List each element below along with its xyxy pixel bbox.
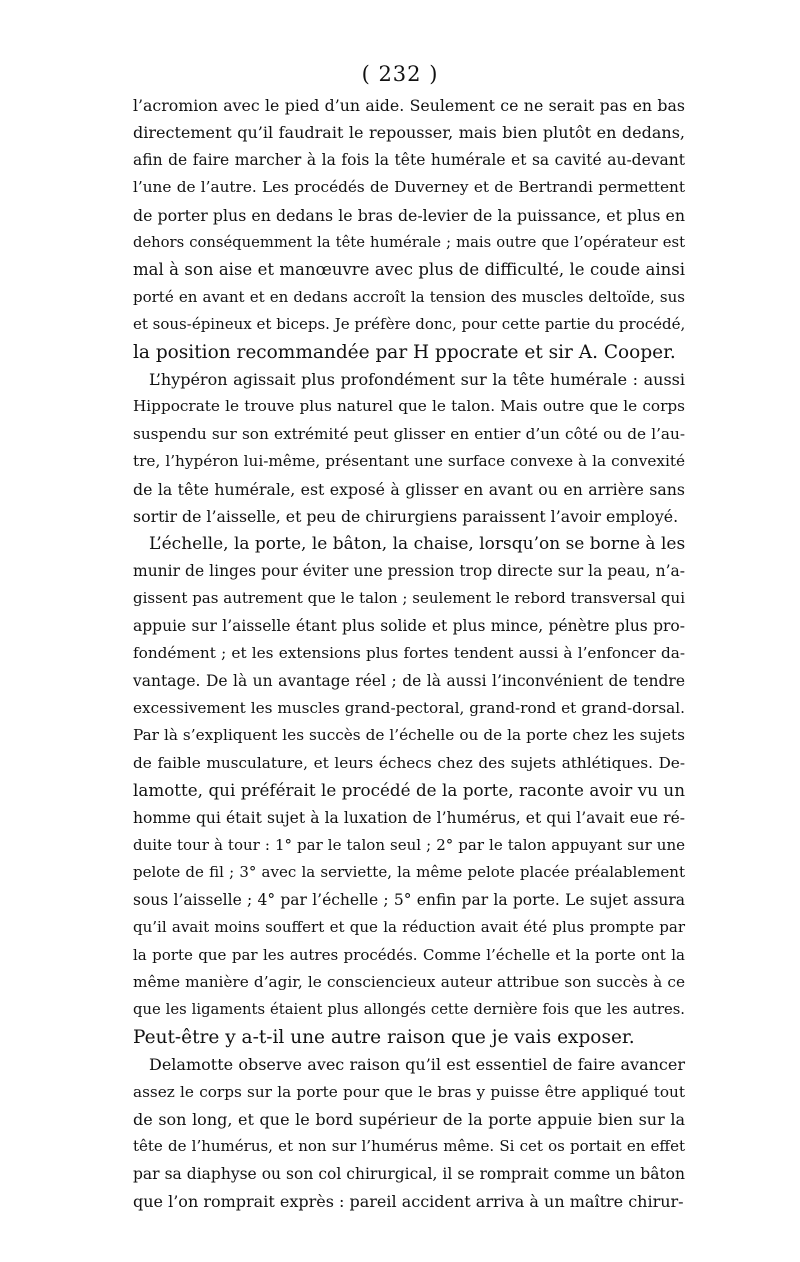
text-line: qu’il avait moins souffert et que la réduction avait été plus prompte par — [133, 918, 685, 937]
text-line: de son long, et que le bord supérieur de la porte appuie bien sur la — [133, 1110, 685, 1130]
text-line: Peut-être y a-t-il une autre raison que je vais exposer. — [133, 1026, 635, 1048]
text-line: que les ligaments étaient plus allongés cette dernière fois que les autres. — [133, 1001, 685, 1019]
text-line: homme qui était sujet à la luxation de l’humérus, et qui l’avait eue ré- — [133, 808, 685, 827]
text-line: de porter plus en dedans le bras de-levier de la puissance, et plus en — [133, 205, 685, 225]
text-line: vantage. De là un avantage réel ; de là aussi l’inconvénient de tendre — [133, 671, 685, 690]
paragraph — [133, 1051, 685, 1215]
text-line: l’une de l’autre. Les procédés de Duverney et de Bertrandi permettent — [133, 178, 685, 197]
text-line: gissent pas autrement que le talon ; seulement le rebord transversal qui — [133, 589, 685, 608]
text-line: tête de l’humérus, et non sur l’humérus même. Si cet os portait en effet — [133, 1137, 685, 1156]
text-line: fondément ; et les extensions plus fortes tendent aussi à l’enfoncer da- — [133, 644, 685, 663]
text-line: tre, l’hypéron lui-même, présentant une surface convexe à la convexité — [133, 452, 685, 471]
body-text — [133, 92, 685, 1216]
text-line: l’acromion avec le pied d’un aide. Seulement ce ne serait pas en bas — [133, 96, 685, 115]
text-line: de faible musculature, et leurs échecs chez des sujets athlétiques. De- — [133, 753, 685, 772]
text-line: par sa diaphyse ou son col chirurgical, il se romprait comme un bâton — [133, 1164, 685, 1183]
paragraph — [133, 531, 685, 1052]
text-line: même manière d’agir, le consciencieux auteur attribue son succès à ce — [133, 973, 685, 991]
text-line: lamotte, qui préférait le procédé de la porte, raconte avoir vu un — [133, 780, 685, 801]
paragraph — [133, 366, 685, 530]
text-line: Par là s’expliquent les succès de l’échelle ou de la porte chez les sujets — [133, 726, 685, 745]
text-line: que l’on romprait exprès : pareil accident arriva à un maître chirur- — [133, 1192, 684, 1212]
text-line: et sous-épineux et biceps. Je préfère donc, pour cette partie du procédé, — [133, 315, 686, 334]
text-line: L’échelle, la porte, le bâton, la chaise, lorsqu’on se borne à les — [149, 533, 686, 554]
text-line: de la tête humérale, est exposé à glisser en avant ou en arrière sans — [133, 479, 685, 499]
text-line: L’hypéron agissait plus profondément sur la tête humérale : aussi — [149, 370, 685, 390]
text-line: sous l’aisselle ; 4° par l’échelle ; 5° enfin par la porte. Le sujet assura — [133, 890, 685, 909]
text-line: directement qu’il faudrait le repousser, mais bien plutôt en dedans, — [133, 123, 685, 143]
text-line: porté en avant et en dedans accroît la tension des muscles deltoïde, sus — [133, 287, 685, 306]
page-number: ( 232 ) — [361, 62, 439, 86]
text-line: suspendu sur son extrémité peut glisser en entier d’un côté ou de l’au- — [133, 424, 685, 443]
text-line: duite tour à tour : 1° par le talon seul ; 2° par le talon appuyant sur une — [133, 835, 685, 854]
text-line: appuie sur l’aisselle étant plus solide et plus mince, pénètre plus pro- — [133, 616, 685, 635]
text-line: mal à son aise et manœuvre avec plus de difficulté, le coude ainsi — [133, 260, 685, 280]
text-line: la position recommandée par H ppocrate et sir A. Cooper. — [133, 341, 676, 363]
text-line: Delamotte observe avec raison qu’il est essentiel de faire avancer — [149, 1055, 685, 1075]
text-line: Hippocrate le trouve plus naturel que le talon. Mais outre que le corps — [133, 397, 685, 416]
text-line: afin de faire marcher à la fois la tête humérale et sa cavité au-devant — [133, 150, 685, 169]
text-line: munir de linges pour éviter une pression trop directe sur la peau, n’a- — [133, 561, 685, 580]
text-line: la porte que par les autres procédés. Comme l’échelle et la porte ont la — [133, 945, 685, 964]
text-line: assez le corps sur la porte pour que le bras y puisse être appliqué tout — [133, 1082, 685, 1101]
text-line: pelote de fil ; 3° avec la serviette, la même pelote placée préalablement — [133, 863, 685, 882]
paragraph — [133, 92, 685, 366]
text-line: dehors conséquemment la tête humérale ; mais outre que l’opérateur est — [133, 234, 685, 252]
text-line: excessivement les muscles grand-pectoral, grand-rond et grand-dorsal. — [133, 698, 685, 717]
text-line: sortir de l’aisselle, et peu de chirurgiens paraissent l’avoir employé. — [133, 507, 679, 527]
